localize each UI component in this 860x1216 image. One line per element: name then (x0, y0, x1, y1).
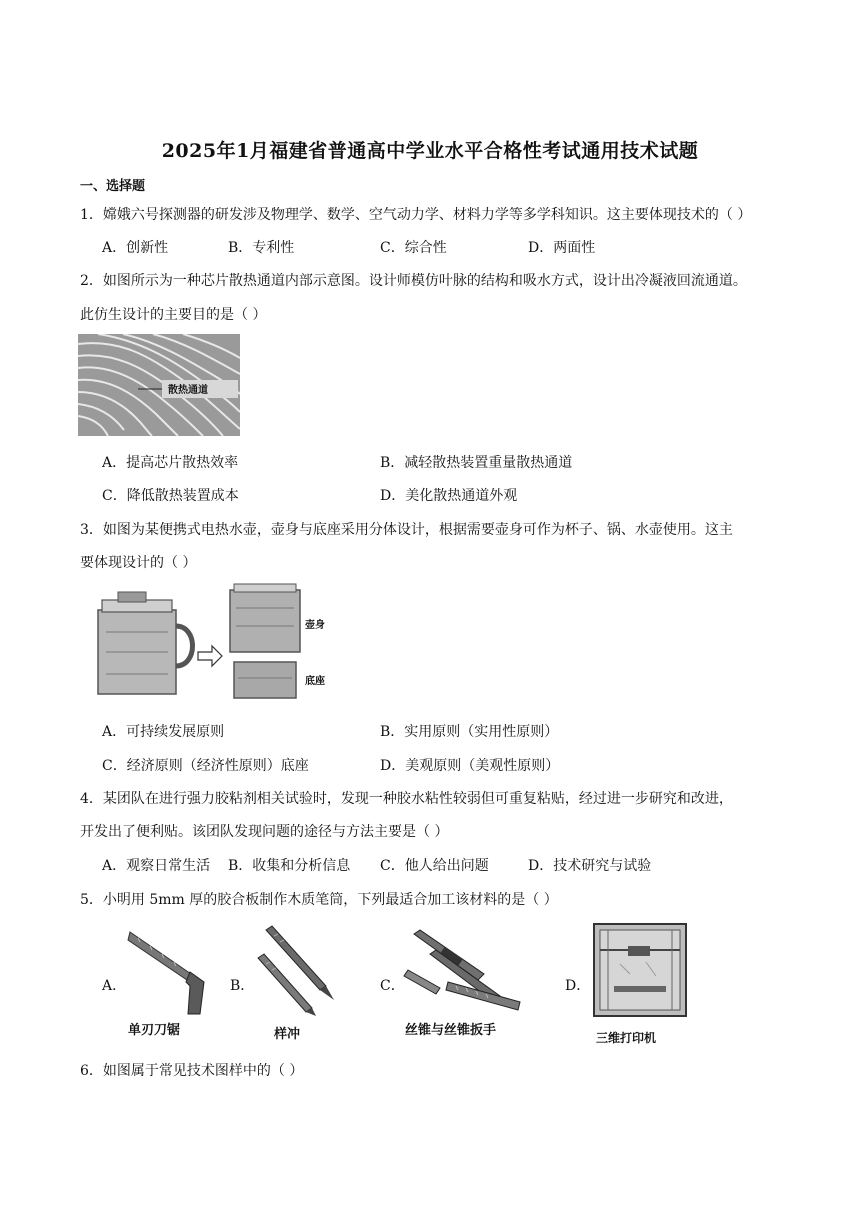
q1-option-a: A．创新性 (102, 240, 169, 256)
heat-channel-figure (78, 334, 240, 436)
q2-option-a: A．提高芯片散热效率 (102, 455, 239, 471)
question-2-stem-line2: 此仿生设计的主要目的是（ ） (80, 307, 267, 323)
question-4-stem-line2: 开发出了便利贴。该团队发现问题的途径与方法主要是（ ） (80, 824, 449, 840)
q3-option-d: D．美观原则（美观性原则） (380, 758, 560, 774)
q5-caption-a: 单刃刀锯 (128, 1023, 181, 1038)
q5-option-d: D． (565, 978, 591, 994)
kettle-base-label: 底座 (305, 676, 325, 687)
q1-option-b: B．专利性 (228, 240, 295, 256)
tap-and-wrench-image (400, 924, 540, 1016)
q4-option-c: C．他人给出问题 (380, 858, 489, 874)
q3-option-c: C．经济原则（经济性原则）底座 (102, 758, 309, 774)
question-3-stem-line2: 要体现设计的（ ） (80, 555, 197, 571)
question-1-stem: 1．嫦娥六号探测器的研发涉及物理学、数学、空气动力学、材料力学等多学科知识。这主要体现技术的（ ） (80, 207, 752, 223)
question-4-stem-line1: 4．某团队在进行强力胶粘剂相关试验时，发现一种胶水粘性较弱但可重复粘贴，经过进一步研究和改进， (80, 791, 733, 807)
question-3-stem-line1: 3．如图为某便携式电热水壶，壶身与底座采用分体设计，根据需要壶身可作为杯子、锅、水壶使用。这主 (80, 522, 733, 538)
q4-option-a: A．观察日常生活 (102, 858, 211, 874)
question-6-stem: 6．如图属于常见技术图样中的（ ） (80, 1063, 304, 1079)
q1-option-d: D．两面性 (528, 240, 596, 256)
q4-option-b: B．收集和分析信息 (228, 858, 351, 874)
center-punch-image (254, 924, 344, 1016)
q3-option-b: B．实用原则（实用性原则） (380, 724, 559, 740)
q5-caption-b: 样冲 (274, 1027, 301, 1042)
question-5-stem: 5．小明用 5mm 厚的胶合板制作木质笔筒，下列最适合加工该材料的是（ ） (80, 892, 558, 908)
q5-option-c: C． (380, 978, 405, 994)
q3-option-a: A．可持续发展原则 (102, 724, 225, 740)
heat-channel-label: 散热通道 (168, 385, 208, 396)
3d-printer-image (590, 920, 690, 1020)
kettle-figure (88, 582, 338, 702)
q5-option-b: B． (230, 978, 255, 994)
single-blade-saw-image (124, 924, 210, 1016)
q4-option-d: D．技术研究与试验 (528, 858, 652, 874)
q5-caption-d: 三维打印机 (596, 1031, 657, 1045)
section-heading: 一、选择题 (80, 179, 146, 194)
page-title: 2025年1月福建省普通高中学业水平合格性考试通用技术试题 (161, 140, 699, 162)
q5-caption-c: 丝锥与丝锥扳手 (405, 1023, 497, 1038)
q5-option-a: A． (102, 978, 127, 994)
q2-option-c: C．降低散热装置成本 (102, 488, 239, 504)
question-2-stem-line1: 2．如图所示为一种芯片散热通道内部示意图。设计师模仿叶脉的结构和吸水方式，设计出冷凝液回流通道。 (80, 273, 747, 289)
q2-option-d: D．美化散热通道外观 (380, 488, 518, 504)
q1-option-c: C．综合性 (380, 240, 447, 256)
kettle-body-label: 壶身 (305, 620, 325, 631)
q2-option-b: B．减轻散热装置重量散热通道 (380, 455, 573, 471)
